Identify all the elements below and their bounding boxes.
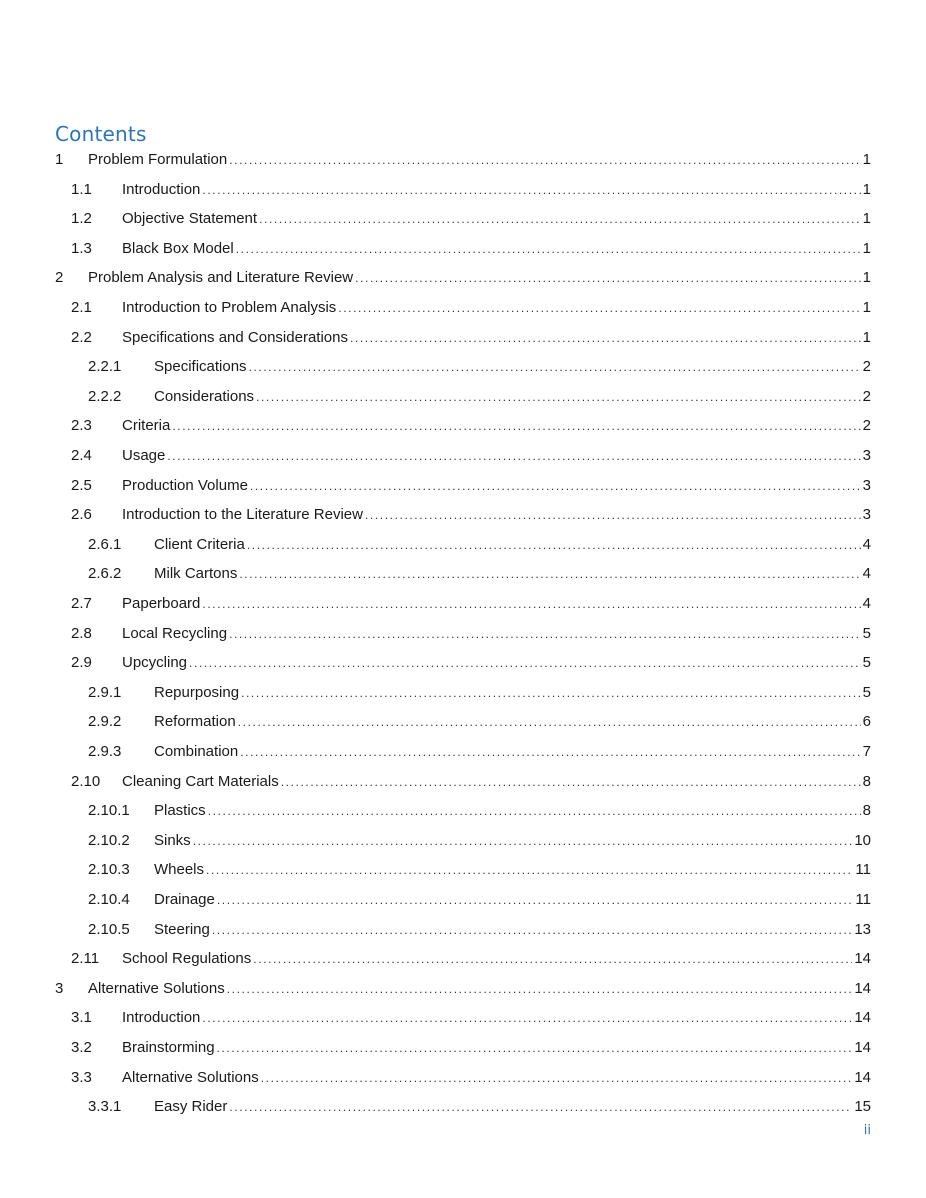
toc-dot-leader <box>229 1095 852 1119</box>
toc-entry[interactable] <box>88 681 871 705</box>
toc-entry-number: 2.2 <box>71 328 92 346</box>
toc-entry-title: School Regulations <box>122 950 252 968</box>
toc-entry[interactable] <box>88 858 871 882</box>
toc-entry[interactable] <box>71 651 871 675</box>
toc-entry-number: 2 <box>55 269 64 287</box>
toc-dot-leader <box>202 1006 852 1030</box>
toc-entry[interactable] <box>71 237 871 261</box>
toc-entry-number: 1.3 <box>71 239 92 257</box>
toc-entry-page: 5 <box>862 624 871 642</box>
toc-entry[interactable] <box>71 503 871 527</box>
toc-entry-title: Upcycling <box>122 654 188 672</box>
toc-entry-number: 2.9.3 <box>88 743 122 760</box>
toc-entry-page: 8 <box>862 772 871 790</box>
toc-entry[interactable] <box>71 414 871 438</box>
toc-entry[interactable] <box>71 592 871 616</box>
toc-entry-page: 15 <box>854 1098 871 1116</box>
toc-entry-page: 1 <box>862 210 871 228</box>
toc-entry-page: 14 <box>854 950 871 968</box>
toc-entry-number: 3.1 <box>71 1009 92 1027</box>
toc-entry-title: Specifications <box>154 358 247 376</box>
toc-entry-title: Steering <box>154 920 210 938</box>
toc-entry-number: 3.3.1 <box>88 1098 122 1116</box>
toc-entry[interactable] <box>55 148 871 172</box>
toc-entry-title: Black Box Model <box>122 239 234 257</box>
toc-entry-title: Introduction <box>122 1009 201 1027</box>
toc-entry-page: 1 <box>862 328 871 346</box>
toc-entry-page: 1 <box>862 151 871 168</box>
toc-dot-leader <box>250 474 861 498</box>
toc-entry-title: Alternative Solutions <box>88 979 225 997</box>
toc-entry[interactable] <box>88 533 871 557</box>
toc-entry-number: 2.6.2 <box>88 565 122 583</box>
toc-entry-page: 1 <box>862 269 871 287</box>
toc-entry-page: 13 <box>854 920 871 938</box>
toc-entry-number: 2.2.1 <box>88 358 122 376</box>
toc-entry-number: 2.9.1 <box>88 683 122 701</box>
toc-dot-leader <box>236 237 861 261</box>
toc-entry-page: 5 <box>862 654 871 672</box>
toc-entry[interactable] <box>88 799 871 823</box>
toc-entry-title: Cleaning Cart Materials <box>122 772 279 790</box>
toc-entry-title: Specifications and Considerations <box>122 328 348 346</box>
toc-entry-number: 3 <box>55 979 64 997</box>
toc-dot-leader <box>240 740 860 764</box>
toc-dot-leader <box>229 622 861 646</box>
toc-entry[interactable] <box>71 947 871 971</box>
toc-entry-number: 2.1 <box>71 299 92 316</box>
toc-entry-title: Combination <box>154 743 239 760</box>
toc-dot-leader <box>355 266 861 290</box>
toc-dot-leader <box>239 562 860 586</box>
toc-entry[interactable] <box>55 266 871 290</box>
toc-entry-title: Easy Rider <box>154 1098 228 1116</box>
toc-entry-title: Criteria <box>122 417 171 435</box>
toc-entry-page: 2 <box>862 387 871 405</box>
toc-entry[interactable] <box>55 977 871 1001</box>
toc-entry-title: Production Volume <box>122 476 248 494</box>
toc-entry-number: 2.6.1 <box>88 535 122 553</box>
toc-dot-leader <box>338 296 860 320</box>
toc-entry[interactable] <box>71 770 871 794</box>
toc-entry[interactable] <box>71 296 871 320</box>
toc-dot-leader <box>193 829 853 853</box>
toc-dot-leader <box>241 681 861 705</box>
toc-dot-leader <box>281 770 861 794</box>
toc-entry-page: 1 <box>862 239 871 257</box>
toc-entry-number: 2.10.2 <box>88 831 130 849</box>
toc-entry-number: 2.3 <box>71 417 92 435</box>
toc-dot-leader <box>208 799 861 823</box>
toc-entry-title: Introduction to the Literature Review <box>122 506 363 524</box>
toc-entry-title: Alternative Solutions <box>122 1068 259 1086</box>
toc-entry-title: Problem Analysis and Literature Review <box>88 269 354 287</box>
toc-entry[interactable] <box>71 1066 871 1090</box>
toc-entry-title: Drainage <box>154 891 215 908</box>
toc-entry-number: 2.10.5 <box>88 920 130 938</box>
toc-entry-page: 3 <box>862 447 871 464</box>
toc-entry-number: 1.2 <box>71 210 92 228</box>
toc-entry-title: Introduction to Problem Analysis <box>122 299 337 316</box>
toc-entry-page: 10 <box>854 831 871 849</box>
toc-entry[interactable] <box>88 355 871 379</box>
toc-entry-title: Brainstorming <box>122 1039 215 1056</box>
toc-entry-page: 1 <box>862 299 871 316</box>
toc-entry-title: Repurposing <box>154 683 240 701</box>
toc-entry[interactable] <box>88 888 871 912</box>
toc-entry-number: 3.2 <box>71 1039 92 1056</box>
toc-entry-title: Objective Statement <box>122 210 258 228</box>
toc-dot-leader <box>261 1066 853 1090</box>
toc-entry-page: 14 <box>854 1009 871 1027</box>
toc-entry-number: 1.1 <box>71 180 92 198</box>
toc-entry[interactable] <box>71 178 871 202</box>
toc-entry[interactable] <box>71 207 871 231</box>
toc-entry-page: 11 <box>855 861 871 879</box>
toc-dot-leader <box>256 385 861 409</box>
toc-entry-page: 11 <box>855 891 871 908</box>
toc-entry[interactable] <box>71 326 871 350</box>
toc-entry-title: Usage <box>122 447 166 464</box>
toc-entry-number: 2.6 <box>71 506 92 524</box>
toc-entry-number: 2.10.3 <box>88 861 130 879</box>
toc-entry-title: Problem Formulation <box>88 151 228 168</box>
toc-entry-page: 14 <box>854 1068 871 1086</box>
toc-entry-number: 2.11 <box>71 950 100 968</box>
toc-entry-number: 2.10.1 <box>88 802 130 820</box>
toc-entry-title: Sinks <box>154 831 191 849</box>
toc-entry-number: 2.10 <box>71 772 101 790</box>
toc-dot-leader <box>259 207 861 231</box>
toc-entry-number: 2.5 <box>71 476 92 494</box>
toc-entry-page: 1 <box>862 180 871 198</box>
toc-dot-leader <box>253 947 852 971</box>
toc-entry[interactable] <box>71 1036 871 1060</box>
toc-entry-number: 2.8 <box>71 624 92 642</box>
toc-entry-title: Plastics <box>154 802 206 820</box>
toc-entry-number: 2.10.4 <box>88 891 130 908</box>
toc-entry[interactable] <box>88 740 871 764</box>
toc-dot-leader <box>217 1036 853 1060</box>
toc-entry[interactable] <box>88 710 871 734</box>
toc-entry-title: Paperboard <box>122 595 201 612</box>
toc-entry-number: 2.9 <box>71 654 92 672</box>
toc-dot-leader <box>350 326 861 350</box>
toc-dot-leader <box>238 710 861 734</box>
toc-dot-leader <box>365 503 861 527</box>
toc-entry-page: 4 <box>862 565 871 583</box>
toc-entry[interactable] <box>88 829 871 853</box>
toc-entry-number: 2.7 <box>71 595 92 612</box>
toc-dot-leader <box>202 178 860 202</box>
toc-entry-page: 6 <box>862 713 871 731</box>
toc-dot-leader <box>206 858 853 882</box>
page-number: ii <box>863 1123 871 1138</box>
toc-dot-leader <box>202 592 860 616</box>
contents-heading: Contents <box>55 122 147 146</box>
toc-entry-page: 7 <box>862 743 871 760</box>
toc-entry[interactable] <box>88 918 871 942</box>
toc-entry-page: 4 <box>862 595 871 612</box>
toc-entry-title: Milk Cartons <box>154 565 238 583</box>
toc-dot-leader <box>212 918 852 942</box>
toc-entry-number: 2.9.2 <box>88 713 122 731</box>
toc-entry-page: 4 <box>862 535 871 553</box>
toc-entry[interactable] <box>71 474 871 498</box>
toc-entry-title: Considerations <box>154 387 255 405</box>
toc-entry[interactable] <box>88 562 871 586</box>
toc-entry-title: Introduction <box>122 180 201 198</box>
toc-entry-page: 14 <box>854 979 871 997</box>
toc-entry-title: Client Criteria <box>154 535 245 553</box>
toc-entry[interactable] <box>71 1006 871 1030</box>
toc-entry-page: 3 <box>862 476 871 494</box>
toc-entry[interactable] <box>71 622 871 646</box>
toc-entry-page: 14 <box>854 1039 871 1056</box>
toc-dot-leader <box>189 651 861 675</box>
toc-entry-title: Wheels <box>154 861 205 879</box>
toc-dot-leader <box>247 533 861 557</box>
toc-entry-title: Local Recycling <box>122 624 228 642</box>
toc-entry-number: 2.4 <box>71 447 92 464</box>
toc-entry-page: 5 <box>862 683 871 701</box>
toc-entry-number: 1 <box>55 151 64 168</box>
toc-dot-leader <box>167 444 860 468</box>
toc-entry-title: Reformation <box>154 713 236 731</box>
toc-entry-page: 3 <box>862 506 871 524</box>
toc-entry-page: 2 <box>862 358 871 376</box>
toc-entry[interactable] <box>88 385 871 409</box>
toc-entry-page: 2 <box>862 417 871 435</box>
toc-entry[interactable] <box>71 444 871 468</box>
toc-dot-leader <box>229 148 860 172</box>
toc-dot-leader <box>249 355 861 379</box>
toc-dot-leader <box>227 977 853 1001</box>
toc-entry-number: 3.3 <box>71 1068 92 1086</box>
toc-dot-leader <box>217 888 854 912</box>
toc-entry-number: 2.2.2 <box>88 387 122 405</box>
toc-entry-page: 8 <box>862 802 871 820</box>
toc-dot-leader <box>172 414 860 438</box>
toc-entry[interactable] <box>88 1095 871 1119</box>
